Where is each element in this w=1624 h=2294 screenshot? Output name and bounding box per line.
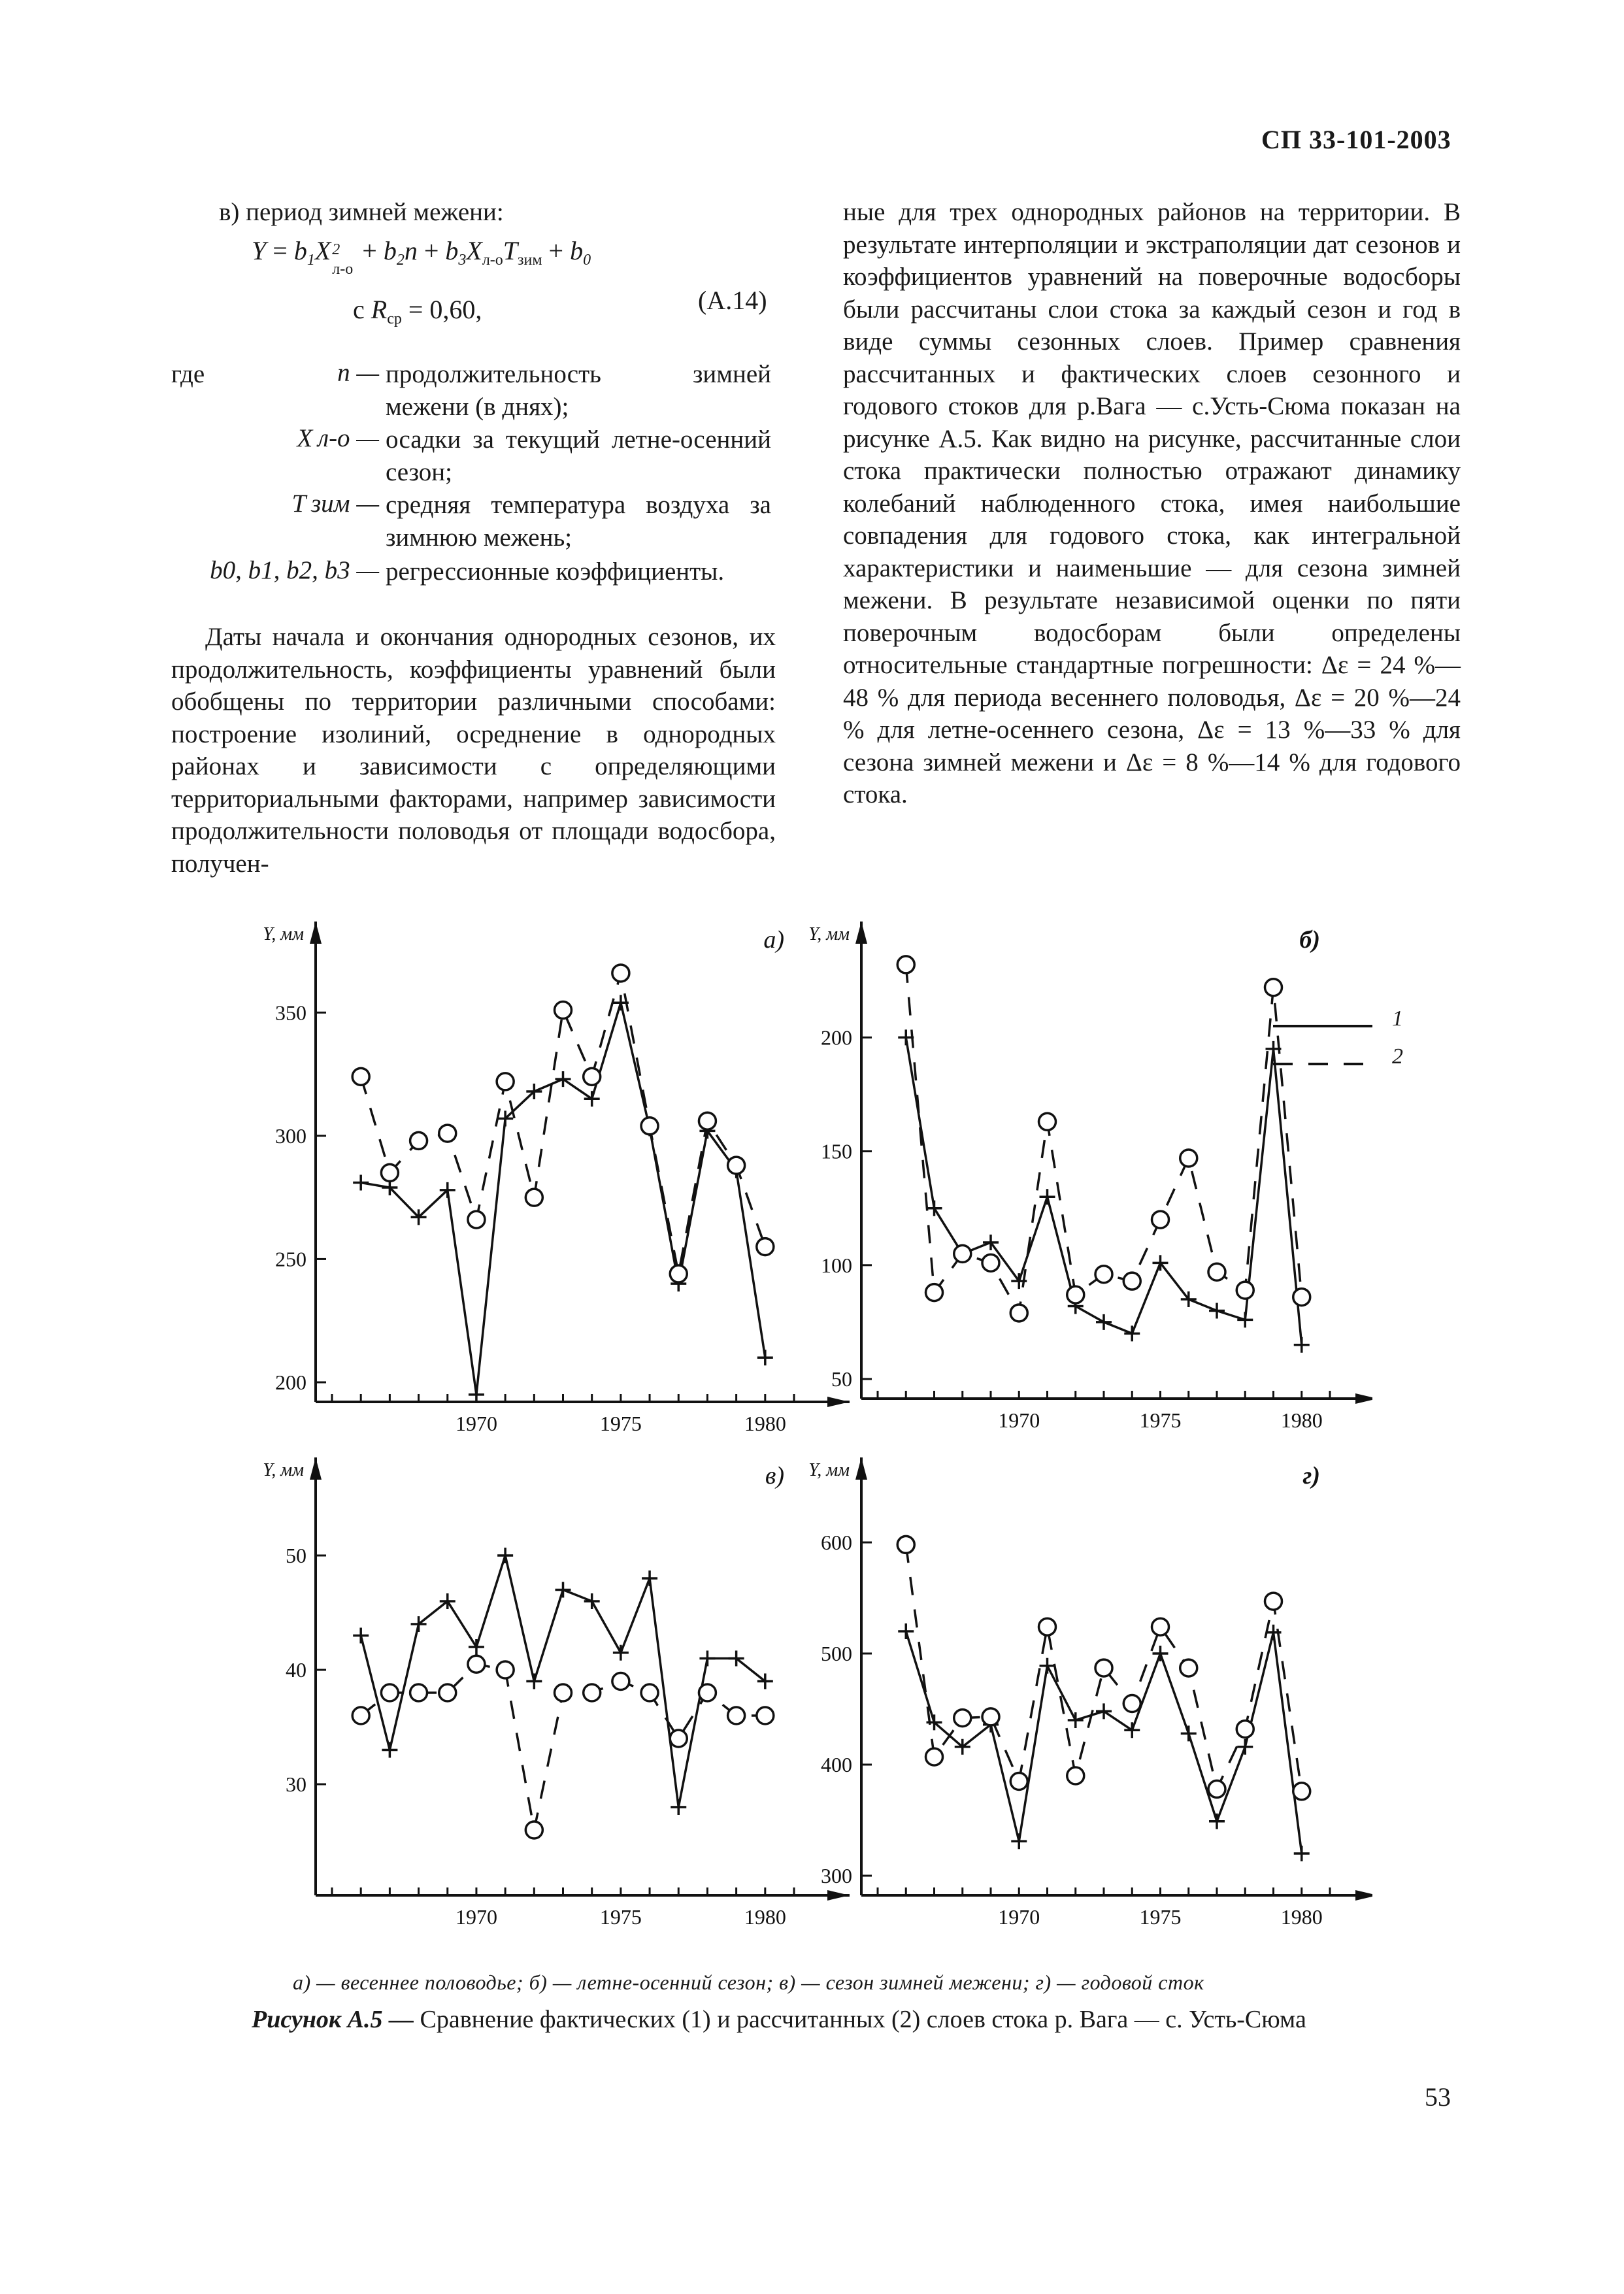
- computed-point: [1236, 1282, 1253, 1299]
- computed-point: [926, 1284, 943, 1301]
- computed-point: [897, 1536, 914, 1553]
- figure-a5: [196, 902, 1372, 1974]
- computed-point: [897, 956, 914, 973]
- observed-point: [353, 1628, 369, 1644]
- observed-point: [1237, 1739, 1253, 1755]
- observed-point: [353, 1175, 369, 1191]
- observed-point: [613, 1645, 629, 1661]
- observed-point: [1294, 1846, 1310, 1861]
- x-tick-label: 1970: [998, 1408, 1040, 1432]
- x-tick-label: 1980: [1280, 1408, 1323, 1432]
- x-tick-label: 1975: [1139, 1408, 1182, 1432]
- computed-point: [1010, 1305, 1027, 1322]
- legend-label-1: 1: [1392, 1006, 1403, 1031]
- y-axis-arrow: [855, 922, 867, 944]
- computed-point: [699, 1112, 716, 1129]
- definition-symbol-b: b0, b1, b2, b3 —: [210, 556, 379, 584]
- observed-point: [1068, 1712, 1084, 1728]
- computed-point: [641, 1684, 658, 1701]
- chart-panel-3: [263, 1457, 850, 1929]
- computed-point: [1208, 1263, 1225, 1280]
- observed-point: [1096, 1314, 1112, 1330]
- observed-point: [555, 1582, 571, 1598]
- computed-point: [757, 1238, 774, 1255]
- x-axis-arrow: [827, 1890, 850, 1901]
- observed-point: [757, 1350, 773, 1365]
- formula-intro: в) период зимней межени:: [219, 198, 504, 226]
- observed-point: [1181, 1725, 1197, 1741]
- computed-point: [381, 1164, 398, 1181]
- panel-label: в): [765, 1462, 784, 1489]
- computed-point: [1095, 1659, 1112, 1676]
- computed-point: [584, 1068, 601, 1085]
- definition-text-x: осадки за текущий летне-осенний сезон;: [386, 425, 771, 486]
- computed-point: [1236, 1721, 1253, 1738]
- x-axis-arrow: [1355, 1393, 1372, 1404]
- left-paragraph: Даты начала и окончания однородных сезонов, их продолжительность, коэффициенты уравнений были обобщены по территории различными способами: построение изолиний, осреднение в однородных районах и зависимости с определяющими территориальными факторами, например зависимости продолжительности половодья от площади водосбора, получен-: [171, 623, 776, 878]
- computed-point: [982, 1708, 999, 1725]
- observed-point: [584, 1091, 600, 1106]
- computed-point: [1123, 1695, 1140, 1712]
- left-column: [219, 196, 774, 229]
- computed-point: [926, 1748, 943, 1765]
- panel-label: г): [1302, 1462, 1320, 1489]
- computed-point: [1095, 1266, 1112, 1283]
- computed-point: [1180, 1659, 1197, 1676]
- y-axis-label: Y, мм: [808, 1460, 850, 1480]
- formula-number: (А.14): [698, 286, 767, 315]
- definition-text-t: средняя температура воздуха за зимнюю межень;: [386, 491, 771, 552]
- y-tick-label: 150: [821, 1139, 852, 1163]
- x-tick-label: 1975: [1139, 1905, 1182, 1929]
- y-tick-label: 30: [286, 1772, 307, 1796]
- definition-text-b: регрессионные коэффициенты.: [386, 557, 725, 586]
- observed-point: [1124, 1722, 1140, 1738]
- computed-point: [497, 1661, 514, 1678]
- computed-point: [641, 1118, 658, 1135]
- observed-point: [1209, 1814, 1225, 1829]
- observed-point: [642, 1571, 657, 1586]
- computed-point: [757, 1707, 774, 1724]
- computed-point: [555, 1002, 572, 1019]
- computed-point: [1265, 979, 1282, 996]
- computed-point: [497, 1073, 514, 1090]
- y-tick-label: 500: [821, 1642, 852, 1665]
- legend-label-2: 2: [1392, 1044, 1403, 1069]
- series-observed-line: [361, 1003, 765, 1395]
- computed-point: [555, 1684, 572, 1701]
- computed-point: [1039, 1618, 1056, 1635]
- observed-point: [1011, 1833, 1027, 1849]
- computed-point: [584, 1684, 601, 1701]
- computed-point: [1067, 1767, 1084, 1784]
- computed-point: [699, 1684, 716, 1701]
- computed-point: [1010, 1773, 1027, 1790]
- computed-point: [1265, 1593, 1282, 1610]
- observed-point: [1040, 1189, 1055, 1205]
- y-tick-label: 350: [275, 1001, 307, 1025]
- computed-point: [381, 1684, 398, 1701]
- y-tick-label: 200: [275, 1371, 307, 1394]
- computed-point: [352, 1707, 369, 1724]
- x-tick-label: 1975: [599, 1412, 642, 1435]
- computed-point: [468, 1655, 485, 1672]
- computed-point: [352, 1068, 369, 1085]
- formula-a14: $Y = b_1X$ 2 л-о + $b_2n + b_3X_{л-о}T_{зим} + b_0$: [252, 236, 591, 278]
- document-code: СП 33-101-2003: [1261, 125, 1451, 154]
- x-tick-label: 1980: [1280, 1905, 1323, 1929]
- y-axis-label: Y, мм: [263, 1460, 304, 1480]
- observed-point: [1237, 1312, 1253, 1327]
- observed-point: [1040, 1658, 1055, 1674]
- chart-panel-4: [808, 1457, 1372, 1929]
- where-label: где: [171, 360, 205, 388]
- computed-point: [670, 1265, 687, 1282]
- legend: [1273, 1026, 1372, 1064]
- observed-point: [898, 1623, 914, 1639]
- chart-panel-2: [808, 922, 1372, 1432]
- computed-point: [410, 1132, 427, 1149]
- y-tick-label: 50: [286, 1544, 307, 1567]
- observed-point: [469, 1639, 484, 1655]
- observed-point: [469, 1387, 484, 1403]
- computed-point: [728, 1157, 745, 1174]
- computed-point: [439, 1684, 456, 1701]
- computed-point: [670, 1730, 687, 1747]
- computed-point: [1123, 1272, 1140, 1289]
- computed-point: [1208, 1780, 1225, 1797]
- computed-point: [954, 1710, 971, 1727]
- y-axis-arrow: [855, 1457, 867, 1480]
- observed-point: [1294, 1337, 1310, 1353]
- computed-point: [1039, 1113, 1056, 1130]
- panel-label: б): [1299, 926, 1320, 954]
- computed-point: [439, 1125, 456, 1142]
- computed-point: [612, 1673, 629, 1690]
- formula-correlation: с $R_{ср} = 0,60$,: [353, 295, 482, 327]
- figure-subcaption: а) — весеннее половодье; б) — летне-осенний сезон; в) — сезон зимней межени; г) — годовой сток: [293, 1970, 1204, 1994]
- observed-point: [1096, 1703, 1112, 1719]
- x-tick-label: 1970: [998, 1905, 1040, 1929]
- y-tick-label: 40: [286, 1658, 307, 1682]
- definition-symbol-x: X л-о —: [297, 424, 379, 452]
- computed-point: [954, 1245, 971, 1262]
- y-axis-arrow: [310, 922, 322, 944]
- observed-point: [927, 1201, 942, 1216]
- computed-point: [1152, 1211, 1169, 1228]
- y-tick-label: 600: [821, 1531, 852, 1554]
- right-paragraph: ные для трех однородных районов на территории. В результате интерполяции и экстраполяции дат сезонов и коэффициентов уравнений на поверочные водосборы были рассчитаны слои стока за каждый сезон и год в виде суммы сезонных слоев. Пример сравнения рассчитанных и фактических слоев сезонного и годового стоков для р.Вага — с.Усть-Сюма показан на рисунке А.5. Как видно на рисунке, рассчитанные слои стока практически полностью отражают динамику колебаний наблюденного стока, имея наибольшие совпадения для годового стока, как интегральной характеристики и наименьшие — для сезона зимней межени. В результате независимой оценки по пяти поверочным водосборам были определены относительные стандартные погрешности: Δε = 24 %—48 % для периода весеннего половодья, Δε = 20 %—24 % для летне-осеннего сезона, Δε = 13 %—33 % для сезона зимней межени и Δε = 8 %—14 % для годового стока.: [843, 198, 1461, 808]
- observed-point: [1124, 1325, 1140, 1341]
- panel-label: а): [763, 926, 784, 954]
- y-tick-label: 200: [821, 1025, 852, 1050]
- computed-point: [728, 1707, 745, 1724]
- y-axis-label: Y, мм: [263, 924, 304, 944]
- computed-point: [1067, 1286, 1084, 1303]
- observed-point: [584, 1593, 600, 1609]
- x-axis-arrow: [1355, 1890, 1372, 1901]
- definition-text-n: продолжительность зимней межени (в днях);: [386, 360, 771, 421]
- observed-point: [1209, 1303, 1225, 1318]
- page-number: 53: [1425, 2082, 1451, 2112]
- definition-symbol-t: T зим —: [291, 490, 379, 518]
- observed-point: [983, 1235, 999, 1250]
- computed-point: [1180, 1150, 1197, 1167]
- y-tick-label: 100: [821, 1253, 852, 1277]
- observed-point: [382, 1742, 397, 1758]
- observed-point: [497, 1548, 513, 1563]
- definition-symbol-n: n —: [337, 359, 379, 387]
- computed-point: [410, 1684, 427, 1701]
- computed-point: [1293, 1289, 1310, 1306]
- x-tick-label: 1980: [744, 1905, 786, 1929]
- observed-point: [555, 1071, 571, 1087]
- x-tick-label: 1970: [455, 1905, 497, 1929]
- computed-point: [525, 1821, 542, 1838]
- computed-point: [612, 965, 629, 982]
- x-tick-label: 1970: [455, 1412, 497, 1435]
- x-tick-label: 1975: [599, 1905, 642, 1929]
- y-tick-label: 50: [831, 1367, 852, 1391]
- computed-point: [982, 1254, 999, 1271]
- observed-point: [699, 1651, 715, 1667]
- figure-caption: Рисунок А.5 — Сравнение фактических (1) и рассчитанных (2) слоев стока р. Вага — с. Усть-Сюма: [252, 2006, 1306, 2033]
- x-axis-arrow: [827, 1397, 850, 1407]
- y-axis-label: Y, мм: [808, 924, 850, 944]
- computed-point: [1293, 1783, 1310, 1800]
- observed-point: [526, 1674, 542, 1689]
- observed-point: [1153, 1646, 1168, 1661]
- y-axis-arrow: [310, 1457, 322, 1480]
- computed-point: [1152, 1618, 1169, 1635]
- y-tick-label: 300: [275, 1123, 307, 1148]
- computed-point: [468, 1211, 485, 1228]
- y-tick-label: 300: [821, 1864, 852, 1887]
- chart-panel-1: [263, 922, 850, 1435]
- observed-point: [671, 1799, 686, 1815]
- x-tick-label: 1980: [744, 1412, 786, 1435]
- y-tick-label: 250: [275, 1247, 307, 1271]
- computed-point: [525, 1189, 542, 1206]
- y-tick-label: 400: [821, 1753, 852, 1776]
